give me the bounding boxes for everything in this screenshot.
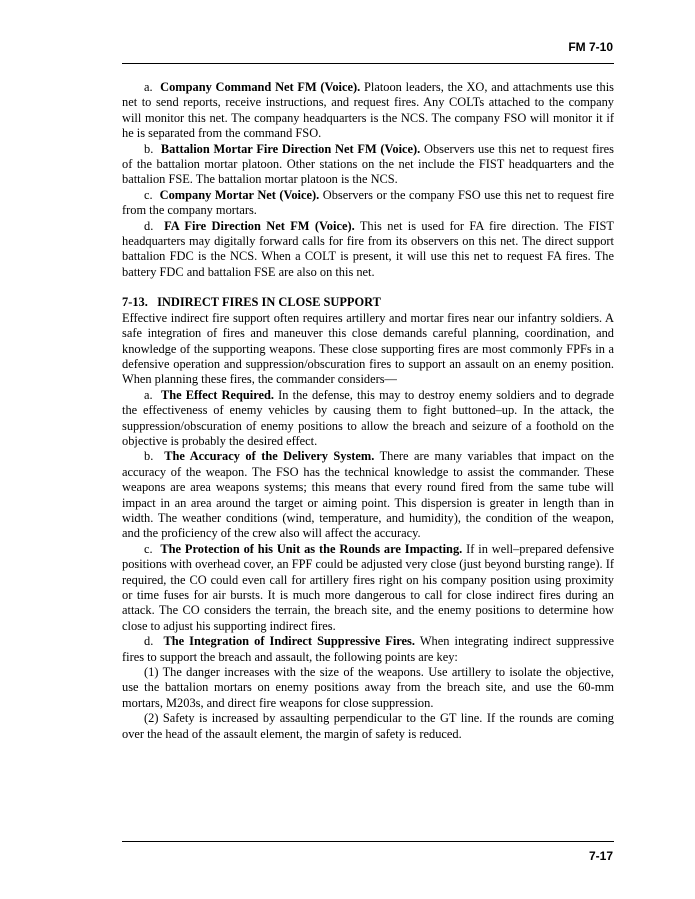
subpara-marker: (2) <box>144 711 159 726</box>
paragraph-suppressive-fires <box>122 634 614 665</box>
para-marker: c. <box>144 187 153 202</box>
para-lead: Company Command Net FM (Voice). <box>160 80 361 94</box>
para-lead: Company Mortar Net (Voice). <box>159 187 320 202</box>
para-text: This net is used for FA fire direction. The FIST headquarters may digitally forward calls for fire from its observers on this net. The direct support battalion FDC is the NCS. When a COLT is present, it will use this net to request FA fires. The battery FDC and battalion FSE are also on this net. <box>122 218 614 279</box>
para-lead: The Integration of Indirect Suppressive Fires. <box>163 634 415 649</box>
para-marker: d. <box>144 634 154 649</box>
para-text: There are many variables that impact on the accuracy of the weapon. The FSO has the technical knowledge to assist the commander. These weapons are area weapons systems; this means that every round fired from the same tube will impact in an area around the target or aiming point. This dispersion is greater in length than in width. The weather conditions (wind, temperature, and humidity), the condition of the weapon, and the proficiency of the crew also will affect the accuracy. <box>122 449 614 541</box>
header-rule <box>122 63 614 64</box>
para-marker: b. <box>144 141 154 156</box>
para-marker: a. <box>144 387 153 402</box>
para-lead: FA Fire Direction Net FM (Voice). <box>164 218 355 233</box>
para-marker: d. <box>144 218 154 233</box>
page-body <box>122 80 614 742</box>
para-lead: The Effect Required. <box>160 387 274 402</box>
para-marker: b. <box>144 449 154 464</box>
running-header: FM 7-10 <box>568 40 613 54</box>
paragraph-company-command-net <box>122 80 614 142</box>
para-marker: a. <box>144 80 153 94</box>
subparagraph-safety-gt-line <box>122 711 614 742</box>
section-intro: Effective indirect fire support often requires artillery and mortar fires near our infantry soldiers. A safe integration of fires and maneuver this close demands careful planning, coordination, and knowledge of the supporting weapons. These close supporting fires are most commonly FPFs in a defensive operation and suppression/obscuration fires to support an assault on an enemy position. When planning these fires, the commander considers— <box>122 310 614 387</box>
subpara-text: The danger increases with the size of the weapons. Use artillery to isolate the objective, use the battalion mortars on enemy positions away from the breach site, and use the 60-mm mortars, M203s, and direct fire weapons for close suppression. <box>122 665 614 710</box>
subparagraph-danger-size <box>122 665 614 711</box>
para-lead: The Protection of his Unit as the Rounds are Impacting. <box>160 541 463 556</box>
paragraph-fa-fire-direction-net <box>122 219 614 281</box>
para-lead: The Accuracy of the Delivery System. <box>164 449 375 464</box>
para-text: Observers use this net to request fires of the battalion mortar platoon. Other stations on the net include the FIST headquarters and the battalion FSE. The battalion mortar platoon is the NCS. <box>122 141 614 187</box>
footer-rule <box>122 841 614 842</box>
para-text: Platoon leaders, the XO, and attachments use this net to send reports, receive instructions, and request fires. Any COLTs attached to the company will monitor this net. The company headquarters is the NCS. The company FSO will monitor it if he is separated from the command FSO. <box>122 80 614 141</box>
para-text: Observers or the company FSO use this net to request fire from the company mortars. <box>122 187 614 218</box>
paragraph-unit-protection <box>122 542 614 634</box>
paragraph-delivery-accuracy <box>122 449 614 541</box>
para-text: When integrating indirect suppressive fires to support the breach and assault, the following points are key: <box>122 634 614 664</box>
para-text: In the defense, this may to destroy enemy soldiers and to degrade the effectiveness of enemy vehicles by causing them to fight buttoned–up. In the attack, the suppression/obscuration of enemy positions to allow the breach and seizure of a foothold on the objective is probably the desired effect. <box>122 387 614 448</box>
subpara-marker: (1) <box>144 665 159 680</box>
page-number: 7-17 <box>588 849 613 863</box>
paragraph-effect-required <box>122 388 614 450</box>
subpara-text: Safety is increased by assaulting perpendicular to the GT line. If the rounds are coming over the head of the assault element, the margin of safety is reduced. <box>122 711 614 741</box>
para-lead: Battalion Mortar Fire Direction Net FM (Voice). <box>160 141 421 156</box>
paragraph-battalion-mortar-net <box>122 142 614 188</box>
paragraph-company-mortar-net <box>122 188 614 219</box>
para-marker: c. <box>144 541 153 556</box>
para-text: If in well–prepared defensive positions with overhead cover, an FPF could be adjusted very close (just beyond bursting range). If required, the CO could even call for artillery fires right on his company position using proximity or time fuses for air bursts. It is much more dangerous to call for close indirect fires during an attack. The CO considers the terrain, the breach site, and the enemy positions to determine how close to adjust his supporting indirect fires. <box>122 541 614 633</box>
section-heading: 7-13. INDIRECT FIRES IN CLOSE SUPPORT <box>122 295 381 310</box>
